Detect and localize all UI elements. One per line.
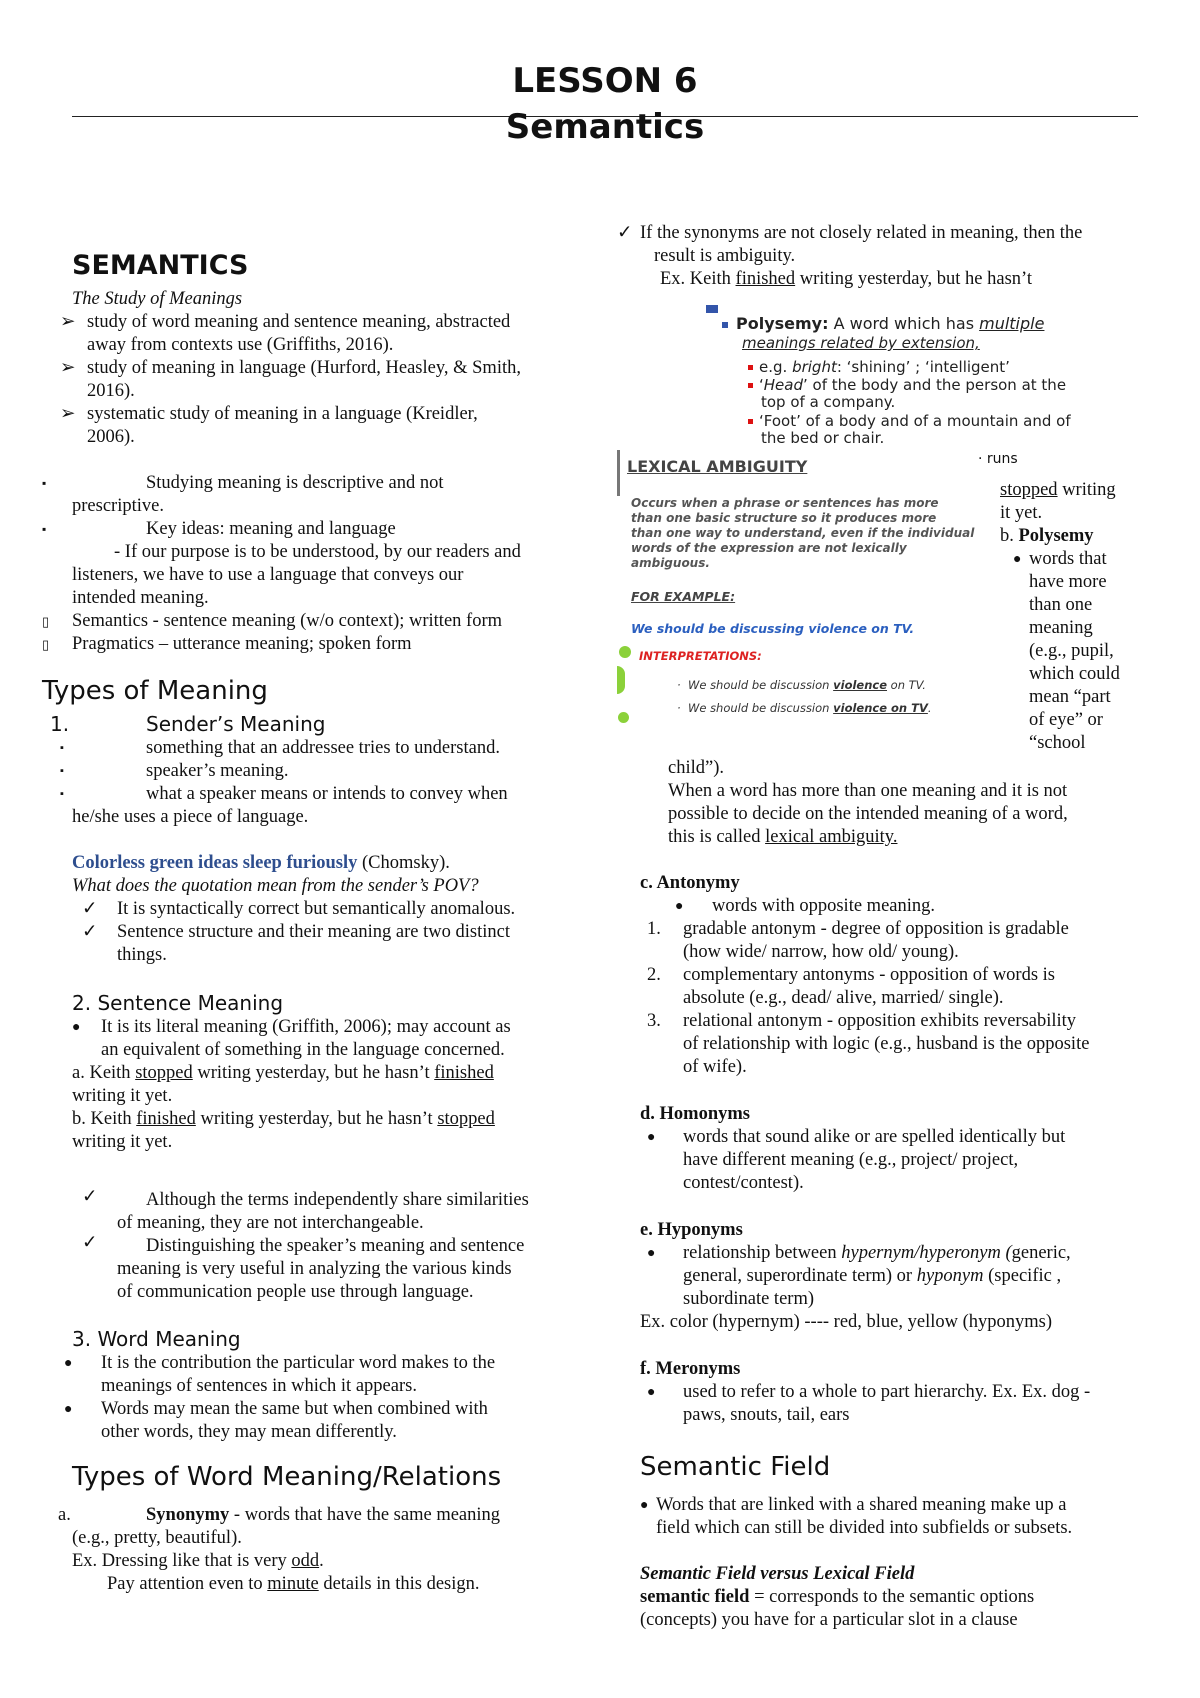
example-b: b. Keith finished writing yesterday, but he hasn’t stopped xyxy=(72,1109,495,1129)
sentence-meaning-title: 2. Sentence Meaning xyxy=(72,991,284,1015)
bullet-icon: ● xyxy=(72,1020,81,1035)
polysemy-slide-image: Polysemy: A word which has multiple meanings related by extension, e.g. bright: ‘shining’ ; ‘intelligent’ ‘Head’ of the body and the person at the top of a company. ‘Foot’ of a body and of a mountain and of the bed or chair. xyxy=(700,303,1100,443)
semantic-field-def: Words that are linked with a shared meaning make up a xyxy=(656,1495,1067,1515)
example-b-cont: writing it yet. xyxy=(72,1132,173,1152)
semantic-field-term: (concepts) you have for a particular slot in a clause xyxy=(640,1610,1018,1630)
antonym-type: of relationship with logic (e.g., husband is the opposite xyxy=(683,1034,1090,1054)
key-ideas-text: intended meaning. xyxy=(72,588,209,608)
hyponyms-title: e. Hyponyms xyxy=(640,1220,743,1240)
bullet-icon: ▪ xyxy=(60,765,64,777)
antonym-type: complementary antonyms - opposition of words is xyxy=(683,965,1056,985)
polysemy-def: mean “part xyxy=(1029,687,1111,707)
bullet-icon: ● xyxy=(1013,552,1022,567)
synonymy-eg: (e.g., pretty, beautiful). xyxy=(72,1528,242,1548)
example-a: a. Keith stopped writing yesterday, but he hasn’t finished xyxy=(72,1063,494,1083)
note-item: of communication people use through language. xyxy=(117,1282,474,1302)
synonymy-definition: Synonymy - words that have the same meaning xyxy=(146,1505,501,1525)
bullet-icon: ▪ xyxy=(42,522,47,536)
synonymy-example: Ex. Dressing like that is very odd. xyxy=(72,1551,324,1571)
ambiguity-note: result is ambiguity. xyxy=(654,246,796,266)
ambiguity-note: If the synonyms are not closely related in meaning, then the xyxy=(640,223,1083,243)
checkmark-icon: ✓ xyxy=(82,899,98,919)
synonymy-example: Pay attention even to minute details in this design. xyxy=(107,1574,480,1594)
lesson-number: LESSON 6 xyxy=(512,61,698,101)
checkmark-icon: ✓ xyxy=(617,223,633,243)
word-item: meanings of sentences in which it appears. xyxy=(101,1376,417,1396)
arrow-bullet-icon: ➢ xyxy=(60,312,76,332)
pragmatics-definition: Pragmatics – utterance meaning; spoken form xyxy=(72,634,412,654)
checkmark-icon: ✓ xyxy=(82,922,98,942)
polysemy-def: child”). xyxy=(668,758,724,778)
polysemy-def: have more xyxy=(1029,572,1107,592)
arrow-bullet-icon: ➢ xyxy=(60,358,76,378)
meronyms-def: paws, snouts, tail, ears xyxy=(683,1405,850,1425)
semantics-heading: SEMANTICS xyxy=(72,250,249,281)
word-item: It is the contribution the particular word makes to the xyxy=(101,1353,496,1373)
note-item: Distinguishing the speaker’s meaning and sentence xyxy=(146,1236,525,1256)
definition-item: study of word meaning and sentence meaning, abstracted xyxy=(87,312,511,332)
checkmark-icon: ✓ xyxy=(82,1233,98,1253)
bullet-icon: ● xyxy=(647,1130,656,1145)
checkmark-icon: ✓ xyxy=(82,1187,98,1207)
hyponyms-example: Ex. color (hypernym) ---- red, blue, yellow (hyponyms) xyxy=(640,1312,1053,1332)
semantic-field-term: semantic field = corresponds to the semantic options xyxy=(640,1587,1035,1607)
polysemy-def: of eye” or xyxy=(1029,710,1103,730)
polysemy-def: meaning xyxy=(1029,618,1093,638)
antonymy-def: words with opposite meaning. xyxy=(712,896,936,916)
polysemy-def: than one xyxy=(1029,595,1093,615)
sentence-item: It is its literal meaning (Griffith, 2006); may account as xyxy=(101,1017,511,1037)
polysemy-def: (e.g., pupil, xyxy=(1029,641,1114,661)
arrow-bullet-icon: ➢ xyxy=(60,404,76,424)
senders-meaning-title: Sender’s Meaning xyxy=(146,712,326,736)
bullet-icon: ● xyxy=(647,1385,656,1400)
bullet-icon: ▪ xyxy=(60,788,64,800)
polysemy-title: b. Polysemy xyxy=(1000,526,1094,546)
semantics-subtitle: The Study of Meanings xyxy=(72,289,243,309)
semantics-definition: Semantics - sentence meaning (w/o context); written form xyxy=(72,611,502,631)
bullet-icon: ● xyxy=(675,899,684,914)
antonym-type: gradable antonym - degree of opposition is gradable xyxy=(683,919,1069,939)
homonyms-def: words that sound alike or are spelled identically but xyxy=(683,1127,1066,1147)
key-ideas: Key ideas: meaning and language xyxy=(146,519,396,539)
homonyms-title: d. Homonyms xyxy=(640,1104,750,1124)
sentence-item: an equivalent of something in the language concerned. xyxy=(101,1040,505,1060)
polysemy-def: words that xyxy=(1029,549,1107,569)
ambiguity-example: Ex. Keith finished writing yesterday, but he hasn’t xyxy=(660,269,1032,289)
senders-item: what a speaker means or intends to convey when xyxy=(146,784,508,804)
list-number: 3. xyxy=(647,1011,661,1031)
antonym-type: relational antonym - opposition exhibits reversability xyxy=(683,1011,1077,1031)
hyponyms-def: relationship between hypernym/hyperonym (generic, xyxy=(683,1243,1071,1263)
bullet-icon: ▪ xyxy=(42,476,47,490)
antonym-type: (how wide/ narrow, how old/ young). xyxy=(683,942,959,962)
lexical-ambiguity-note: When a word has more than one meaning and it is not xyxy=(668,781,1068,801)
word-meaning-title: 3. Word Meaning xyxy=(72,1327,241,1351)
meronyms-def: used to refer to a whole to part hierarchy. Ex. Ex. dog - xyxy=(683,1382,1091,1402)
side-text: stopped writing xyxy=(1000,480,1116,500)
senders-item: something that an addressee tries to understand. xyxy=(146,738,500,758)
list-letter: a. xyxy=(58,1505,71,1525)
definition-item: study of meaning in language (Hurford, Heasley, & Smith, xyxy=(87,358,521,378)
example-a-cont: writing it yet. xyxy=(72,1086,173,1106)
box-bullet-icon: ▯ xyxy=(42,637,50,652)
key-ideas-text: listeners, we have to use a language that conveys our xyxy=(72,565,464,585)
definition-item: 2006). xyxy=(87,427,135,447)
box-bullet-icon: ▯ xyxy=(42,614,50,629)
semantic-field-heading: Semantic Field xyxy=(640,1452,831,1482)
definition-item: away from contexts use (Griffiths, 2016). xyxy=(87,335,394,355)
note-item: Although the terms independently share similarities xyxy=(146,1190,529,1210)
answer-item: Sentence structure and their meaning are two distinct xyxy=(117,922,510,942)
key-ideas-text: - If our purpose is to be understood, by our readers and xyxy=(114,542,521,562)
lexical-ambiguity-note: this is called lexical ambiguity. xyxy=(668,827,898,847)
antonym-type: absolute (e.g., dead/ alive, married/ single). xyxy=(683,988,1004,1008)
answer-item: It is syntactically correct but semantically anomalous. xyxy=(117,899,516,919)
descriptive-note: Studying meaning is descriptive and not xyxy=(146,473,444,493)
bullet-icon: ● xyxy=(64,1356,73,1371)
hyponyms-def: general, superordinate term) or hyponym (specific , xyxy=(683,1266,1062,1286)
homonyms-def: contest/contest). xyxy=(683,1173,804,1193)
runs-fragment: · runs xyxy=(978,451,1018,467)
antonym-type: of wife). xyxy=(683,1057,747,1077)
word-item: Words may mean the same but when combined with xyxy=(101,1399,488,1419)
bullet-icon: ● xyxy=(64,1402,73,1417)
polysemy-def: which could xyxy=(1029,664,1120,684)
semantic-field-def: field which can still be divided into subfields or subsets. xyxy=(656,1518,1073,1538)
polysemy-def: “school xyxy=(1029,733,1086,753)
bullet-icon: ▪ xyxy=(60,742,64,754)
list-number: 2. xyxy=(647,965,661,985)
side-text: it yet. xyxy=(1000,503,1043,523)
answer-item: things. xyxy=(117,945,167,965)
versus-subheading: Semantic Field versus Lexical Field xyxy=(640,1564,915,1584)
lexical-ambiguity-note: possible to decide on the intended meaning of a word, xyxy=(668,804,1068,824)
senders-item: speaker’s meaning. xyxy=(146,761,289,781)
list-number: 1. xyxy=(50,712,70,736)
senders-item: he/she uses a piece of language. xyxy=(72,807,309,827)
lexical-ambiguity-slide-image: LEXICAL AMBIGUITY Occurs when a phrase or sentences has more than one basic structure so it produces more than one way to understand, even if the individual words of the expression are not lexically ambiguous. FOR EXAMPLE: We should be discussing violence on TV. INTERPRETATIONS: · We should be discussion violence on TV. · We should be discussion violence on TV. xyxy=(617,450,977,740)
note-item: of meaning, they are not interchangeable. xyxy=(117,1213,424,1233)
page-title: Semantics xyxy=(505,107,705,147)
quote-question: What does the quotation mean from the sender’s POV? xyxy=(72,876,479,896)
hyponyms-def: subordinate term) xyxy=(683,1289,814,1309)
types-of-meaning-heading: Types of Meaning xyxy=(42,676,268,706)
definition-item: 2016). xyxy=(87,381,135,401)
homonyms-def: have different meaning (e.g., project/ project, xyxy=(683,1150,1019,1170)
list-number: 1. xyxy=(647,919,661,939)
bullet-icon: ● xyxy=(647,1246,656,1261)
meronyms-title: f. Meronyms xyxy=(640,1359,741,1379)
antonymy-title: c. Antonymy xyxy=(640,873,740,893)
definition-item: systematic study of meaning in a language (Kreidler, xyxy=(87,404,478,424)
word-item: other words, they may mean differently. xyxy=(101,1422,397,1442)
bullet-icon: ● xyxy=(640,1498,649,1513)
chomsky-quote: Colorless green ideas sleep furiously (Chomsky). xyxy=(72,853,450,873)
relations-heading: Types of Word Meaning/Relations xyxy=(72,1462,502,1492)
note-item: meaning is very useful in analyzing the various kinds xyxy=(117,1259,512,1279)
descriptive-note: prescriptive. xyxy=(72,496,164,516)
